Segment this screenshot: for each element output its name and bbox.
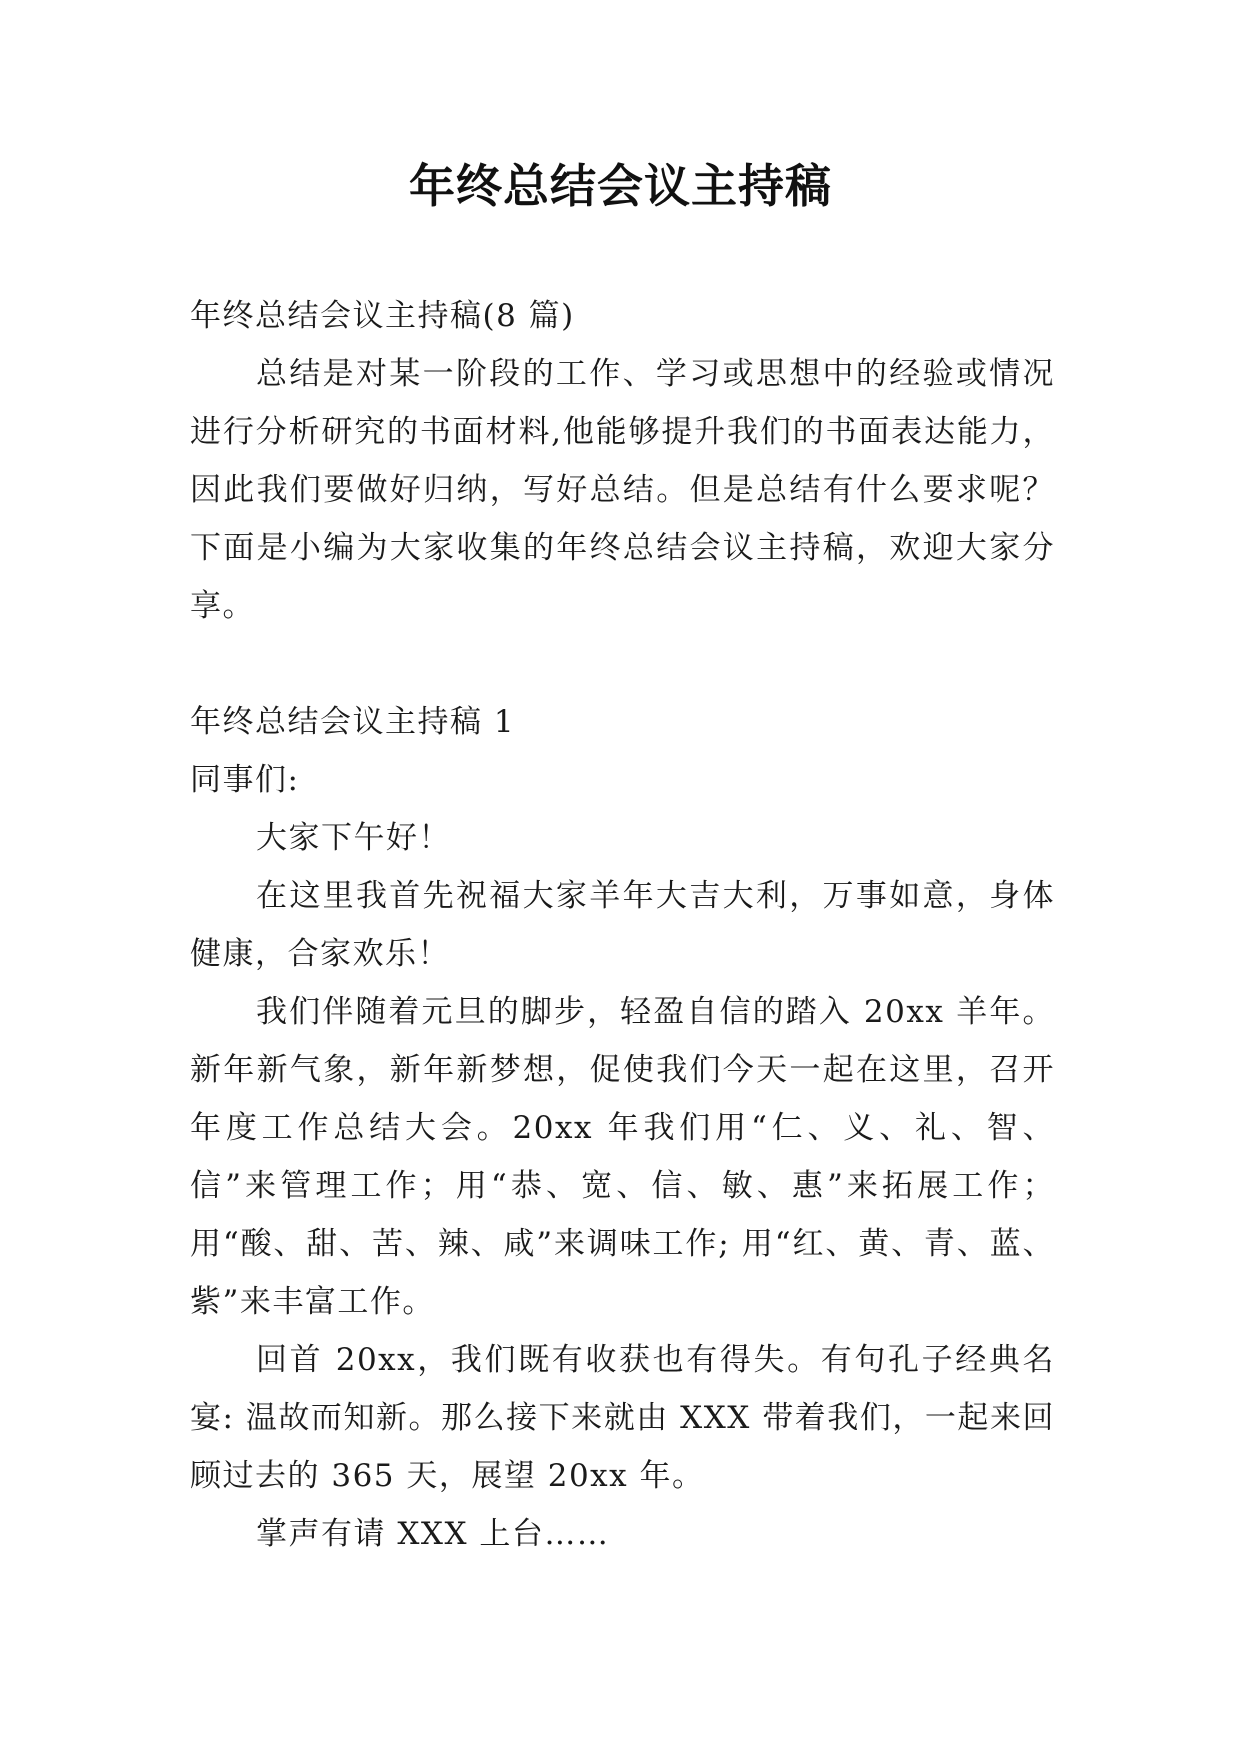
- intro-paragraph: 总结是对某一阶段的工作、学习或思想中的经验或情况进行分析研究的书面材料,他能够提升我们的书面表达能力，因此我们要做好归纳，写好总结。但是总结有什么要求呢？下面是小编为大家收集的年终总结会议主持稿，欢迎大家分享。: [190, 356, 1055, 624]
- salutation: 同事们:: [190, 762, 300, 798]
- paragraph-review: 回首 20xx，我们既有收获也有得失。有句孔子经典名宴: 温故而知新。那么接下来就由 XXX 带着我们，一起来回顾过去的 365 天，展望 20xx 年。: [190, 1342, 1055, 1494]
- section-spacer: [190, 635, 1055, 693]
- section-heading: 年终总结会议主持稿 1: [190, 704, 516, 740]
- document-title: 年终总结会议主持稿: [409, 159, 832, 213]
- paragraph-new-year: 我们伴随着元旦的脚步，轻盈自信的踏入 20xx 羊年。新年新气象，新年新梦想，促使我们今天一起在这里，召开年度工作总结大会。20xx 年我们用“仁、义、礼、智、信”来管理工作；用“恭、宽、信、敏、惠”来拓展工作；用“酸、甜、苦、辣、咸”来调味工作; 用“红、黄、青、蓝、紫”来丰富工作。: [190, 994, 1055, 1320]
- paragraph-blessing: 在这里我首先祝福大家羊年大吉大利，万事如意，身体健康，合家欢乐！: [190, 878, 1055, 972]
- paragraph-invitation: 掌声有请 XXX 上台……: [256, 1516, 610, 1552]
- paragraph-greeting: 大家下午好！: [256, 820, 451, 856]
- document-body: [190, 287, 1055, 1563]
- document-subtitle: 年终总结会议主持稿(8 篇): [190, 298, 575, 334]
